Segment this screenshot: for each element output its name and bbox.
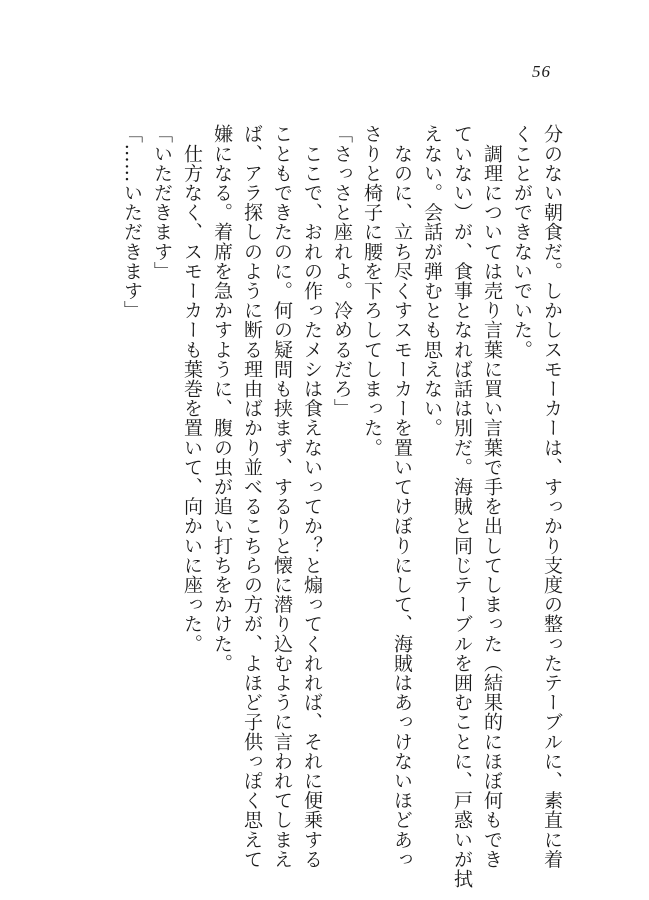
text-line: 嫌になる。着席を急かすように、腹の虫が追い打ちをかけた。 [211,124,233,673]
text-line: 「さっさと座れよ。冷めるだろ」 [331,124,353,418]
text-line: こともできたのに。何の疑問も挟まず、するりと懐に潜り込むように言われてしまえ [271,124,293,869]
text-line: 仕方なく、スモーカーも葉巻を置いて、向かいに座った。 [181,124,203,654]
page-number: 56 [532,62,551,81]
text-line: 調理については売り言葉に買い言葉で手を出してしまった（結果的にほぼ何もでき [481,124,503,869]
text-line: ていない）が、食事となれば話は別だ。海賊と同じテーブルを囲むことに、戸惑いが拭 [451,124,473,889]
text-line: ここで、おれの作ったメシは食えないってか？と煽ってくれれば、それに便乗する [301,124,323,869]
body-text [117,124,567,889]
text-line: さりと椅子に腰を下ろしてしまった。 [361,124,383,458]
text-line: ば、アラ探しのように断る理由ばかり並べるこちらの方が、よほど子供っぽく思えて [241,124,263,869]
text-line: くことができないでいた。 [511,124,533,360]
text-line: なのに、立ち尽くすスモーカーを置いてけぼりにして、海賊はあっけないほどあっ [391,124,413,869]
text-line: 分のない朝食だ。しかしスモーカーは、すっかり支度の整ったテーブルに、素直に着 [541,124,563,869]
text-line: 「……いただきます」 [121,124,143,320]
text-line: えない。会話が弾むとも思えない。 [421,124,443,438]
text-line: 「いただきます」 [151,124,173,281]
